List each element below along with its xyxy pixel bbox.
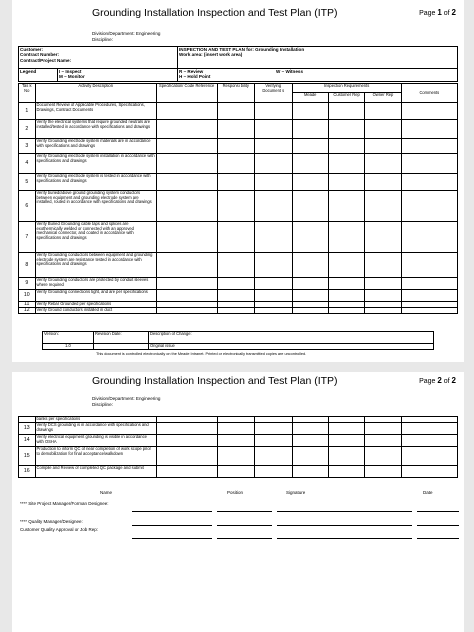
work-area-label: Work area: (insert work area) xyxy=(179,52,243,58)
table-row xyxy=(19,423,458,435)
table-row xyxy=(19,139,458,154)
row-activity: Verify Grounding electrode system materials are in accordance with specifications and drawings xyxy=(35,139,156,154)
row-number: 13 xyxy=(19,423,36,435)
sig-line xyxy=(217,525,272,526)
page-label-prefix: Page xyxy=(419,378,438,385)
table-row xyxy=(19,120,458,139)
page-of: of xyxy=(441,378,452,385)
sig-line xyxy=(132,525,212,526)
page-total: 2 xyxy=(451,8,456,17)
row-activity: Verify Grounding conductors are protected by conduit sleeves where required xyxy=(35,278,156,290)
page-current: 1 xyxy=(437,8,442,17)
row-activity: Verify Grounding electrode system is tested in accordance with specifications and drawings xyxy=(35,174,156,191)
sig-date-header: Date xyxy=(423,490,433,495)
row-activity: Verify the electrical systems that require grounded neutrals are installed/tested in accordance with specifications and drawings xyxy=(35,120,156,139)
table-row xyxy=(19,466,458,478)
row-number: 2 xyxy=(19,120,36,139)
row-activity: Verify electrical equipment grounding is visible in accordance with OSHA xyxy=(35,435,156,447)
footer-note: This document is controlled electronically on the Meade Intranet. Printed or electronically transmitted copies are uncontrolled. xyxy=(96,352,307,356)
contract-project-name-label: Contract/Project Name: xyxy=(20,57,72,63)
row-number: 3 xyxy=(19,139,36,154)
table-row xyxy=(19,253,458,278)
legend-label: Legend xyxy=(19,69,58,82)
itp-table xyxy=(18,83,458,314)
legend-hold-point: H – Hold Point xyxy=(179,74,211,80)
row-number: 14 xyxy=(19,435,36,447)
sig-customer-label: Customer Quality Approval or Job Rep: xyxy=(20,527,99,532)
legend-im xyxy=(58,69,178,82)
row-activity-continued: banks per specifications xyxy=(35,417,156,423)
sig-line xyxy=(417,525,459,526)
table-row xyxy=(19,308,458,314)
revision-table xyxy=(42,331,434,350)
itp-for-label: INSPECTION AND TEST PLAN for: Grounding Installation xyxy=(179,47,305,52)
col-activity: Activity Description xyxy=(35,84,156,103)
row-activity: Verify Rebar Grounded per specifications xyxy=(35,302,156,308)
document-title: Grounding Installation Inspection and Test Plan (ITP) xyxy=(92,375,338,387)
row-activity: Verify Grounding electrode system installation in accordance with specifications and drawings xyxy=(35,154,156,174)
sig-line xyxy=(132,511,212,512)
row-activity: Verify Buried Grounding cable taps and splices are exothermically welded or connected with an approved mechanical connector, and coated in accordance with specifications and drawings xyxy=(35,222,156,253)
table-row xyxy=(19,290,458,302)
sig-line xyxy=(417,538,459,539)
row-activity: Verify buried/above ground grounding system conductors between equipment and grounding electrode system are installed, routed in accordance with specifications and drawings xyxy=(35,191,156,222)
sig-name-header: Name xyxy=(100,490,113,495)
sig-line xyxy=(132,538,212,539)
col-inspection-requirements: Inspection Requirements xyxy=(292,84,401,93)
legend-witness: W – Witness xyxy=(276,69,304,74)
row-number: 7 xyxy=(19,222,36,253)
sig-line xyxy=(277,525,412,526)
discipline-label: Discipline: xyxy=(92,37,113,42)
row-number: 4 xyxy=(19,154,36,174)
row-number: 8 xyxy=(19,253,36,278)
sig-signature-header: Signature xyxy=(286,490,306,495)
division-label: Division/Department: Engineering xyxy=(92,31,161,36)
page-1 xyxy=(12,0,464,362)
page-number xyxy=(419,376,456,385)
sig-line xyxy=(417,511,459,512)
document-title: Grounding Installation Inspection and Test Plan (ITP) xyxy=(92,7,338,19)
row-activity: Verify Grounding connections tight, and are per specifications xyxy=(35,290,156,302)
table-row xyxy=(19,222,458,253)
row-number: 12 xyxy=(19,308,36,314)
division-label: Division/Department: Engineering xyxy=(92,396,161,401)
page-of: of xyxy=(441,10,452,17)
itp-table-continued xyxy=(18,416,458,478)
col-owner-rep: Owner Rep xyxy=(365,93,401,103)
header-info-table xyxy=(18,46,458,82)
rev-date-header: Revision Date: xyxy=(94,332,149,344)
row-activity: Verify DCS grounding is in accordance with specifications and drawings xyxy=(35,423,156,435)
table-row xyxy=(19,278,458,290)
legend-rh xyxy=(178,69,276,82)
row-activity: Compile and Review of completed QC package and submit xyxy=(35,466,156,478)
col-spec: Specification/ Code Reference xyxy=(156,84,217,103)
row-number: 5 xyxy=(19,174,36,191)
legend-inspect: I – Inspect xyxy=(59,69,82,74)
page-current: 2 xyxy=(437,376,442,385)
table-row xyxy=(19,435,458,447)
customer-block xyxy=(19,47,178,69)
contract-number-label: Contract Number: xyxy=(20,52,60,58)
sig-line xyxy=(277,511,412,512)
page-total: 2 xyxy=(451,376,456,385)
page-number xyxy=(419,8,456,17)
row-number: 1 xyxy=(19,103,36,120)
row-activity: Verify Ground conductors installed in duct xyxy=(35,308,156,314)
col-comments: Comments xyxy=(401,84,457,103)
row-activity: Document Review of Applicable Procedures, Specifications, Drawings, Contract Documents xyxy=(35,103,156,120)
col-responsibility: Responsi bility xyxy=(217,84,255,103)
sig-line xyxy=(277,538,412,539)
table-row xyxy=(19,174,458,191)
table-row xyxy=(19,103,458,120)
row-number: 15 xyxy=(19,447,36,466)
table-row xyxy=(19,154,458,174)
col-meade: Meade xyxy=(292,93,328,103)
col-task-no: Tas k No xyxy=(19,84,36,103)
table-row xyxy=(19,447,458,466)
sig-site-pm-label: **** Site Project Manager/Forman Designee: xyxy=(20,501,109,506)
page-label-prefix: Page xyxy=(419,10,438,17)
row-number: 9 xyxy=(19,278,36,290)
customer-label: Customer: xyxy=(20,47,43,52)
col-verifying-documents: Verifying Document s xyxy=(255,84,293,103)
row-number: 11 xyxy=(19,302,36,308)
row-number: 6 xyxy=(19,191,36,222)
rev-description-value: Original issue xyxy=(149,344,434,350)
sig-qm-label: **** Quality Manager/Designee: xyxy=(20,519,83,524)
row-activity: Production to inform QC of near completion of work scope prior to demobilization for final acceptance/walkdown xyxy=(35,447,156,466)
sig-line xyxy=(217,538,272,539)
sig-line xyxy=(217,511,272,512)
page-2 xyxy=(12,372,464,632)
itp-for-block xyxy=(178,47,458,69)
legend-review: R – Review xyxy=(179,69,204,74)
row-number: 16 xyxy=(19,466,36,478)
row-number: 10 xyxy=(19,290,36,302)
rev-version-value: 1.0 xyxy=(43,344,94,350)
discipline-label: Discipline: xyxy=(92,402,113,407)
rev-description-header: Description of Change: xyxy=(149,332,434,344)
legend-monitor: M – Monitor xyxy=(59,74,85,80)
legend-w xyxy=(275,69,458,82)
sig-position-header: Position xyxy=(227,490,244,495)
row-activity: Verify Grounding conductors between equipment and grounding electrode system are resistance tested in accordance with specifications and drawings xyxy=(35,253,156,278)
col-customer-rep: Customer Rep xyxy=(328,93,364,103)
rev-version-header: Version: xyxy=(43,332,94,344)
table-row xyxy=(19,191,458,222)
